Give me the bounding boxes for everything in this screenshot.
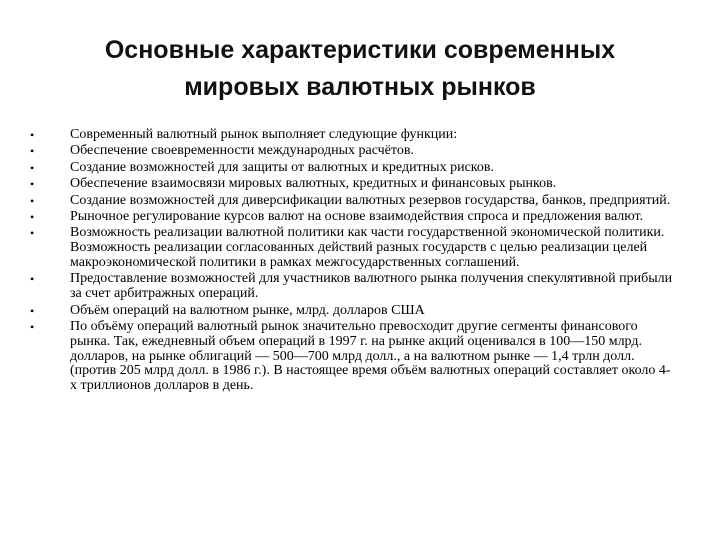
bullet-text: Современный валютный рынок выполняет следующие функции:: [70, 127, 458, 142]
bullet-dot-icon: •: [30, 303, 35, 318]
bullet-item-5: [26, 194, 686, 209]
bullet-dot-icon: •: [30, 272, 35, 287]
bullet-text: Обеспечение взаимосвязи мировых валютных, кредитных и финансовых рынков.: [70, 176, 557, 192]
bullet-text: Обеспечение своевременности международных расчётов.: [70, 143, 414, 159]
bullet-text: Рыночное регулирование курсов валют на основе взаимодействия спроса и предложения валют.: [70, 208, 644, 224]
bullet-dot-icon: •: [30, 160, 35, 175]
bullet-text: Возможность реализации валютной политики как части государственной экономической политики. Возможность реализации согласованных действий разных государств с целью реализации целей макроэкономической политики в рамках межгосударственных соглашений.: [70, 225, 665, 270]
bullet-text: Создание возможностей для защиты от валютных и кредитных рисков.: [70, 159, 494, 175]
bullet-dot-icon: •: [30, 319, 35, 334]
bullet-dot-icon: •: [30, 226, 35, 241]
bullet-item-3: [26, 161, 686, 176]
bullet-item-9: [26, 304, 686, 319]
bullet-text: Предоставление возможностей для участников валютного рынка получения спекулятивной прибыли за счет арбитражных операций.: [70, 271, 673, 302]
slide-title: [40, 32, 680, 106]
slide-title-line-2: мировых валютных рынков: [184, 73, 536, 101]
bullet-item-7: [26, 226, 686, 270]
bullet-dot-icon: •: [30, 177, 35, 192]
bullet-dot-icon: •: [30, 128, 35, 142]
bullet-item-10: [26, 320, 686, 394]
bullet-dot-icon: •: [30, 209, 35, 224]
bullet-text: Объём операций на валютном рынке, млрд. долларов США: [70, 302, 425, 318]
bullet-list: [26, 128, 686, 395]
bullet-item-8: [26, 272, 686, 302]
bullet-text: Создание возможностей для диверсификации валютных резервов государства, банков, предприятий.: [70, 192, 671, 208]
bullet-item-1: [26, 128, 686, 143]
bullet-text: По объёму операций валютный рынок значительно превосходит другие сегменты финансового рынка. Так, ежедневный объем операций в 1997 г. на рынке акций оценивался в 100—150 млрд. долларов, на рынке облигаций — 500—700 млрд долл., а на валютном рынке — 1,4 трлн долл. (против 205 млрд долл. в 1986 г.). В настоящее время объём валютных операций составляет около 4-х триллионов долларов в день.: [70, 318, 671, 394]
bullet-dot-icon: •: [30, 193, 35, 208]
bullet-item-6: [26, 210, 686, 225]
bullet-dot-icon: •: [30, 144, 35, 159]
slide-title-line-1: Основные характеристики современных: [104, 36, 616, 64]
bullet-item-4: [26, 177, 686, 192]
bullet-item-2: [26, 144, 686, 159]
